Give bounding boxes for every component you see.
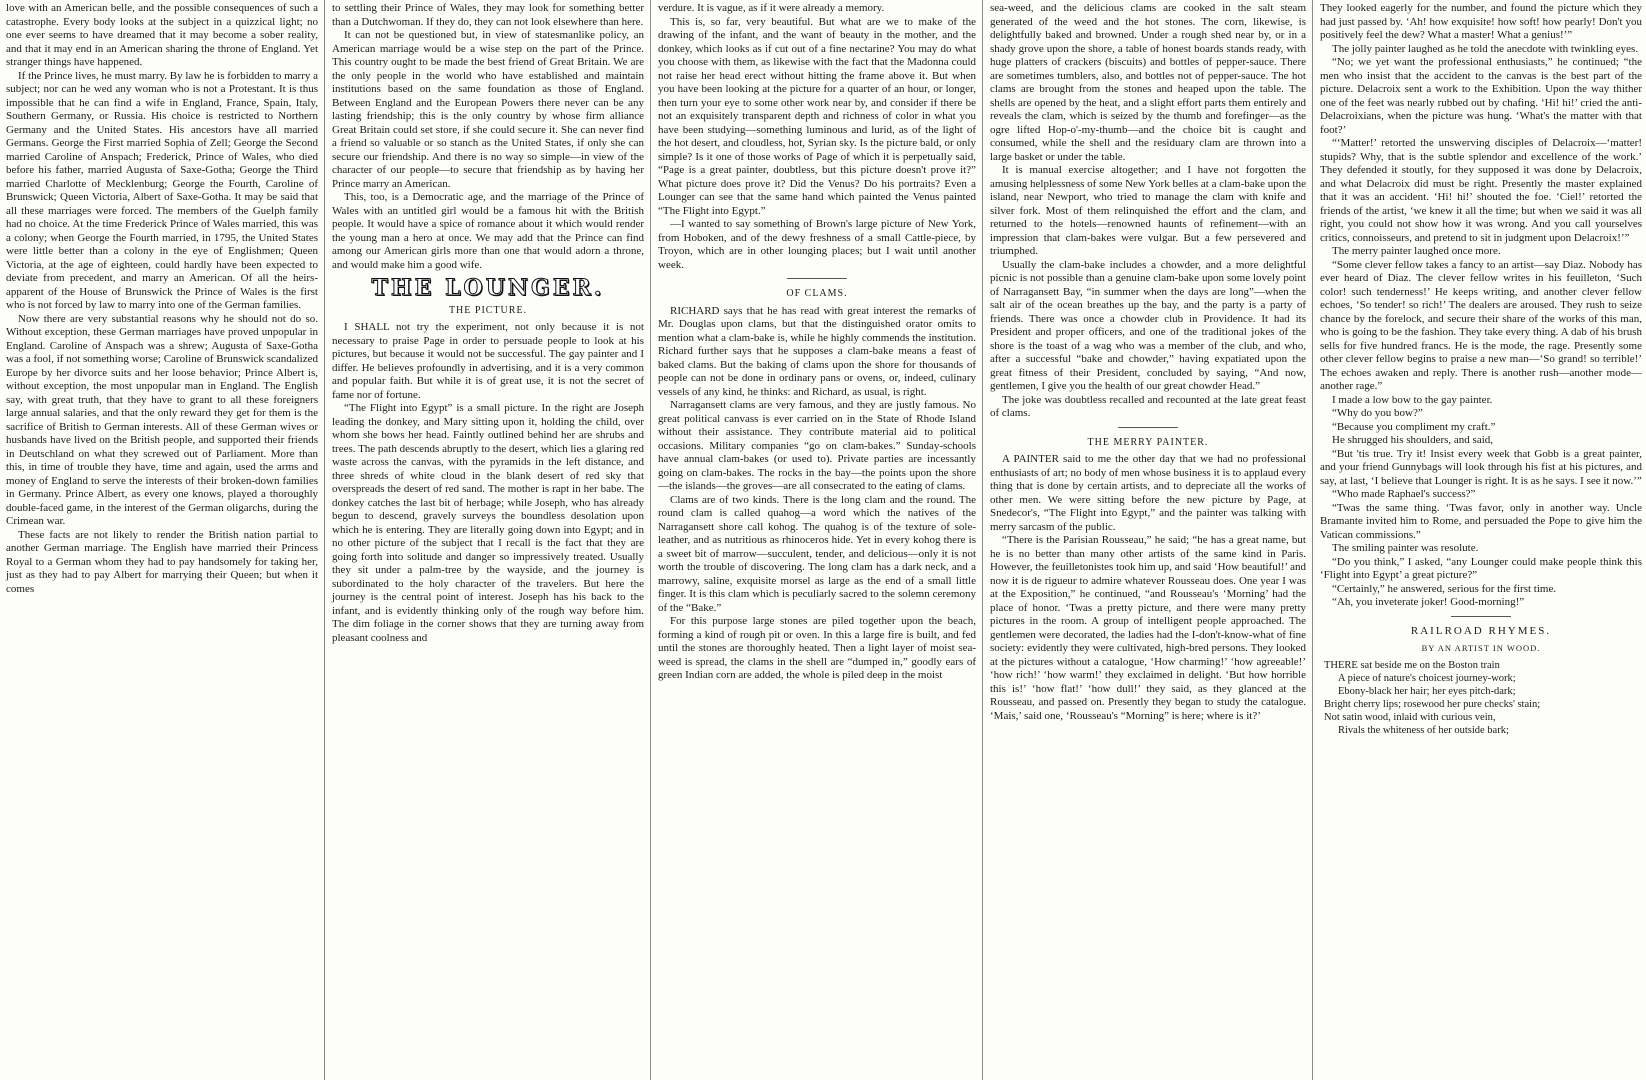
col5-paragraph: The jolly painter laughed as he told the anecdote with twinkling eyes. <box>1332 42 1639 55</box>
clams-paragraph: Narragansett clams are very famous, and they are justly famous. No great political canvass is ever carried on in the State of Rhode Island without their assistance. They contribute material aid to political occasions. Military companies “go on clam-bakes.” Sunday-schools have annual clam-bakes (or used to). Private parties are incessantly going on clam-bakes. The rocks in the bay—the points upon the shore—the islands—the groves—are all consecrated to the eating of clams. <box>658 399 976 492</box>
railroad-rhymes-byline: BY AN ARTIST IN WOOD. <box>1421 643 1541 653</box>
section-rule <box>1451 616 1511 617</box>
col3-paragraph: —I wanted to say something of Brown's large picture of New York, from Hoboken, and of the dewy freshness of a small Cattle-piece, by Troyon, which are in other lounging places; but I wait until another week. <box>658 218 976 271</box>
col1-paragraph: love with an American belle, and the possible consequences of such a catastrophe. Every body looks at the subject in a quizzical light; no one ever seems to have dreamed that it may become a sober reality, and that it may end in an American sharing the throne of England. Yet stranger things have happened. <box>6 2 318 68</box>
railroad-rhymes-title: RAILROAD RHYMES. <box>1410 624 1552 637</box>
col1-paragraph: Now there are very substantial reasons why he should not do so. Without exception, these German marriages have proved unpopular in England. Caroline of Anspach was a shrew; Augusta of Saxe-Gotha was a fool, if not something worse; Caroline of Brunswick scandalized Europe by her divorce suits and her loose behavior; Prince Albert is, without exception, the most unpopular man in England. The English say, with great truth, that they have to grant to all these foreigners large annual salaries, and that the only reward they get for them is the sacrifice of British to German interests. All of these German wives or husbands have lived on the British people, and supported their friends in Deutschland on what they screwed out of Parliament. More than this, in time of trouble they have, time and again, used the arms and money of England to serve the interests of their broken-down families in Germany. Prince Albert, as every one knows, played a thoroughly double-faced game, in the interest of the German oligarchs, during the Crimean war. <box>6 312 318 527</box>
col5-paragraph: “But 'tis true. Try it! Insist every week that Gobb is a great painter, and your friend Gunnybags will look through his fist at his pictures, and say, at last, ‘I believe that Lounger is right. It is as he says. I see it now.’” <box>1320 447 1642 487</box>
column-divider <box>324 0 325 1080</box>
col5-paragraph: “Ah, you inveterate joker! Good-morning!” <box>1332 596 1525 608</box>
clams-paragraph: Clams are of two kinds. There is the long clam and the round. The round clam is called quahog—a word which the natives of the Narragansett shore call kohog. The quahog is of the texture of sole-leather, and as nutritious as rhinoceros hide. Yet in every kohog there is a sweet bit of marrow—succulent, tender, and delicious—only it is not worth the trouble of discovering. The long clam has a dark neck, and a marrowy, saline, exquisite morsel as large as the end of a small little finger. It is this clam which is peculiarly sacred to the solemn ceremony of the “Bake.” <box>658 493 976 614</box>
merry-painter-section-title: THE MERRY PAINTER. <box>1087 436 1209 448</box>
col5-paragraph: “Why do you bow?” <box>1332 407 1423 419</box>
poem-line: Ebony-black her hair; her eyes pitch-dark; <box>1338 685 1516 697</box>
poem-line: Rivals the whiteness of her outside bark; <box>1338 724 1509 736</box>
clams-paragraph: For this purpose large stones are piled together upon the beach, forming a kind of rough pit or oven. In this a large fire is built, and fed until the stones are thoroughly heated. Then a light layer of moist sea-weed is spread, the clams in the shell are “dumped in,” goodly ears of green Indian corn are added, the whole is piled deep in the moist <box>658 615 976 681</box>
col5-paragraph: “Certainly,” he answered, serious for the first time. <box>1332 582 1557 595</box>
picture-section-title: THE PICTURE. <box>448 304 528 316</box>
col5-paragraph: “Who made Raphael's success?” <box>1332 488 1476 500</box>
col4-paragraph: Usually the clam-bake includes a chowder, and a more delightful picnic is not possible than a genuine clam-bake upon some lovely point of Narragansett Bay, “in summer when the days are long”—when the salt air of the ocean breathes up the bay, and the party is a party of friends. There was once a chowder club in Providence. It had its President and proper officers, and one of the traditional jokes of the shore is the toast of a wag who was a member of the club, and who, after a successful “bake and chowder,” having expatiated upon the great fitness of their President, concluded by saying, “And now, gentlemen, I give you the health of our great chowder Head.” <box>990 258 1306 392</box>
col1-paragraph: These facts are not likely to render the British nation partial to another German marriage. The English have married their Princess Royal to a German whom they had to pay handsomely for taking her, just as they had to pay Albert for marrying their Queen; but when it comes <box>6 528 318 595</box>
column-2 <box>326 0 648 1080</box>
col4-paragraph: The joke was doubtless recalled and recounted at the late great feast of clams. <box>990 393 1306 419</box>
col1-paragraph: If the Prince lives, he must marry. By law he is forbidden to marry a subject; nor can he wed any woman who is not a Protestant. It is thus impossible that he can find a wife in England, France, Spain, Italy, Southern Germany, or Russia. His choice is restricted to Northern Germany and the United States. His ancestors have all married Germans. George the First married Sophia of Zell; George the Second married Caroline of Anspach; Frederick, Prince of Wales, who died before his father, married Augusta of Saxe-Gotha; George the Third married Charlotte of Mecklenburg; George the Fourth, Caroline of Brunswick; Queen Victoria, Albert of Saxe-Gotha. It may be said that all these marriages were forced. The members of the Guelph family had no choice. At the time Frederick Prince of Wales married, this was a colony; when George the Fourth married, in 1795, the United States were little better than a colony in the eye of Englishmen; Queen Victoria, at the age of eighteen, could hardly have been expected to deviate from precedent, and marry an American. Of all the heirs-apparent of the House of Brunswick the Prince of Wales is the first who is not forced by law to marry into one of the German families. <box>6 69 318 311</box>
col5-paragraph: He shrugged his shoulders, and said, <box>1332 434 1494 446</box>
column-divider <box>1312 0 1313 1080</box>
column-divider <box>650 0 651 1080</box>
picture-paragraph: “The Flight into Egypt” is a small picture. In the right are Joseph leading the donkey, and Mary sitting upon it, holding the child, over whom she bows her head. Faintly outlined behind her are shrubs and trees. The path descends abruptly to the desert, which lies a glaring red waste across the canvas, with the pyramids in the left distance, and three shreds of white cloud in the blank desert of red sky that overspreads the desert of red sand. The mother is rapt in her babe. The donkey catches the last bit of herbage; while Joseph, who has already begun to descend, gravely surveys the boundless desolation upon which he is entering. They are literally going down into Egypt; and in no other picture of the subject that I recall is the fact that they are going forth into solitude and danger so impressively treated. Usually they sit under a palm-tree by the wayside, and the journey is subordinated to the holy character of the travelers. But here the journey is the central point of interest. Joseph has his back to the infant, and is evidently thinking only of the rough way before him. The dim foliage in the corner shows that they are turning away from pleasant coolness and <box>332 402 644 644</box>
painter-paragraph: “There is the Parisian Rousseau,” he said; “he has a great name, but he is no better than many other artists of the same kind in Paris. However, the feuilletonistes took him up, and said ‘How beautiful!’ and now it is de rigueur to admire whatever Rousseau does. One year I was at the Exposition,” he continued, “and Rousseau's ‘Morning’ had the place of honor. ‘Twas a pretty picture, and there were many pretty pictures in the room. A group of intelligent people approached. The gentlemen were decorated, the ladies had the I-don't-know-what of fine society: evidently they were cultivated, high-bred persons. They looked at the pictures without a catalogue, ‘How charming!’ ‘how agreeable!’ ‘how rich!’ ‘how warm!’ they exclaimed in delight. ‘But how horrible this is!’ ‘how flat!’ ‘how dull!’ they said, as they glanced at the Rousseau, and passed on. Presently they began to study the catalogue. ‘Mais,’ said one, ‘Rousseau's “Morning” is here; where is it?’ <box>990 534 1306 722</box>
col5-paragraph: “Twas the same thing. ‘Twas favor, only in another way. Uncle Bramante invited him to Rome, and persuaded the Pope to give him the Vatican commissions.” <box>1320 501 1642 541</box>
poem-line: Bright cherry lips; rosewood her pure checks' stain; <box>1324 698 1541 710</box>
col3-paragraph: verdure. It is vague, as if it were already a memory. <box>658 2 885 14</box>
col5-paragraph: “No; we yet want the professional enthusiasts,” he continued; “the men who insist that the accident to the canvas is the best part of the picture. Delacroix sent a work to the Exhibition. Upon the way thither one of the feet was nearly rubbed out by chafing. ‘Hi! hi!’ cried the anti-Delacroixians, when the picture was hung. ‘What's the matter with that foot?’ <box>1320 56 1642 136</box>
section-rule <box>1118 427 1178 428</box>
col5-paragraph: I made a low bow to the gay painter. <box>1332 393 1493 406</box>
col2-paragraph: This, too, is a Democratic age, and the marriage of the Prince of Wales with an untitled girl would be a famous hit with the British people. It would have a spice of romance about it which would render the young man a hero at once. We may add that the Prince can find among our American girls more than one that would adorn a throne, and would make him a good wife. <box>332 191 644 271</box>
column-4 <box>984 0 1310 1080</box>
col5-paragraph: The merry painter laughed once more. <box>1332 245 1501 257</box>
poem-line: Not satin wood, inlaid with curious vein, <box>1324 711 1496 723</box>
column-5 <box>1314 0 1646 1080</box>
col5-paragraph: The smiling painter was resolute. <box>1332 542 1479 554</box>
clams-paragraph: RICHARD says that he has read with great interest the remarks of Mr. Douglas upon clams, but that the distinguished orator omits to mention what a clam-bake is, while he highly commends the institution. Richard further says that he supposes a clam-bake means a feast of baked clams. But the baking of clams upon the shore for thousands of people can not be done in ordinary pans or ovens, or, indeed, culinary vessels of any kind, he thinks: and Richard, as usual, is right. <box>658 304 976 398</box>
col5-paragraph: They looked eagerly for the number, and found the picture which they had just passed by. ‘Ah! how exquisite! how soft! how pearly! Don't you positively feel the dew? What a master! What a genius!’” <box>1320 2 1642 41</box>
col5-paragraph: “Because you compliment my craft.” <box>1332 420 1496 433</box>
col4-paragraph: sea-weed, and the delicious clams are cooked in the salt steam generated of the weed and the hot stones. The corn, likewise, is delightfully baked and browned. Under a rough shed near by, or in a shady grove upon the shore, a table of honest boards stands ready, with huge platters of crackers (biscuits) and bottles of pepper-sauce. There are sometimes tumblers, also, and bottles not of pepper-sauce. The hot clams are brought from the stones and heaped upon the table. The shells are opened by the heat, and a slight effort parts them entirely and reveals the clam, which is seized by the thumb and forefinger—as the ogre lifted Hop-o'-my-thumb—and the choice bit is caught and consumed, while the shell and the residuary clam are thrown into a large basket or under the table. <box>990 2 1306 163</box>
clams-section-title: OF CLAMS. <box>786 288 848 299</box>
painter-paragraph: A PAINTER said to me the other day that we had no professional enthusiasts of art; no body of men whose business it is to applaud every thing that is done by certain artists, and to depreciate all the works of other men. We were sitting before the new picture by Page, at Snedecor's, “The Flight into Egypt,” and the painter was talking with merry sarcasm of the public. <box>990 453 1306 533</box>
column-divider <box>982 0 983 1080</box>
picture-paragraph: I SHALL not try the experiment, not only because it is not necessary to praise Page in order to persuade people to look at his pictures, but because it would not be successful. The gay painter and I differ. He believes profoundly in advertising, and it is a very common and popular faith. But while it is of great use, it is not the secret of fame nor of fortune. <box>332 321 644 401</box>
col5-paragraph: “‘Matter!’ retorted the unswerving disciples of Delacroix—‘matter! stupids? Why, that is the subtle splendor and excellence of the work.’ They defended it stoutly, for they supposed it was done by Delacroix, and what Delacroix did must be right. Presently the master explained that it was an accident. ‘Hi! hi!’ shouted the foe. ‘Ciel!’ retorted the friends of the artist, ‘we knew it all the time; but when we said it was all right, you could not show how it was wrong. And you call yourselves critics, connoisseurs, and pretend to sit in judgment upon Delacroix!’” <box>1320 137 1642 244</box>
col5-paragraph: “Some clever fellow takes a fancy to an artist—say Diaz. Nobody has ever heard of Diaz. The clever fellow writes in his feuilleton, ‘Such color! such tenderness!’ He keeps writing, and another clever fellow echoes, ‘So tender! so rich!’ The dealers are aroused. They rush to seize chance by the forelock, and secure their share of the works of this man, who is going to be the fashion. They take every thing. A dab of his brush sells for five hundred francs. He is the mode, the rage. Presently some other clever fellow begins to praise a new man—‘So grand! so terrible!’ The echoes awaken and reply. There is another rush—another mode—another rage.” <box>1320 258 1642 392</box>
column-3 <box>652 0 980 1080</box>
col4-paragraph: It is manual exercise altogether; and I have not forgotten the amusing helplessness of some New York belles at a clam-bake upon the island, near Newport, who tried to manage the clam with knife and silver fork. Most of them relinquished the effort and the clam, and returned to the hotels—renowned haunts of refinement—with an impression that clam-bakes were vulgar. But a few persevered and triumphed. <box>990 164 1306 257</box>
poem-line: THERE sat beside me on the Boston train <box>1324 659 1500 671</box>
col3-paragraph: This is, so far, very beautiful. But what are we to make of the drawing of the infant, and the want of beauty in the mother, and the donkey, which looks as if cut out of a fine nectarine? You may do what you choose with them, as likewise with the fact that the Madonna could not raise her head erect without hitting the frame above it. But when you have been looking at the picture for a quarter of an hour, or longer, then turn your eye to some other work near by, and consider if there be not an exquisitely transparent depth and richness of color in what you have been studying—something luminous and lurid, as of the light of the hot desert, and cloudless, hot, Syrian sky. Is the picture bald, or only simple? Is it one of those works of Page of which it is perpetually said, “Page is a great painter, doubtless, but this picture doesn't prove it?” What picture does prove it? Did the Venus? Do his portraits? Even a Lounger can see that the same hand which painted the Venus painted “The Flight into Egypt.” <box>658 15 976 217</box>
col5-paragraph: “Do you think,” I asked, “any Lounger could make people think this ‘Flight into Egypt’ a great picture?” <box>1320 555 1642 581</box>
poem-line: A piece of nature's choicest journey-work; <box>1338 672 1516 684</box>
column-1 <box>0 0 322 1080</box>
poem <box>1324 659 1642 737</box>
lounger-masthead: THE LOUNGER. <box>371 275 605 301</box>
col2-paragraph: to settling their Prince of Wales, they may look for something better than a Dutchwoman. If they do, they can not look elsewhere than here. <box>332 2 644 28</box>
section-rule <box>787 278 847 279</box>
col2-paragraph: It can not be questioned but, in view of statesmanlike policy, an American marriage would be a wise step on the part of the Prince. This country ought to be made the best friend of Great Britain. We are the only people in the world who have established and maintain institutions based on the same foundation as those of England. Between England and the European Powers there never can be any lasting friendship; this is the only country by whose firm alliance Great Britain could set store, if she could secure it. She can never find a friend so valuable or so stanch as the United States, if only she can secure our friendship. And there is no way so simple—in view of the character of our people—to secure that friendship as by having her Prince marry an American. <box>332 29 644 190</box>
